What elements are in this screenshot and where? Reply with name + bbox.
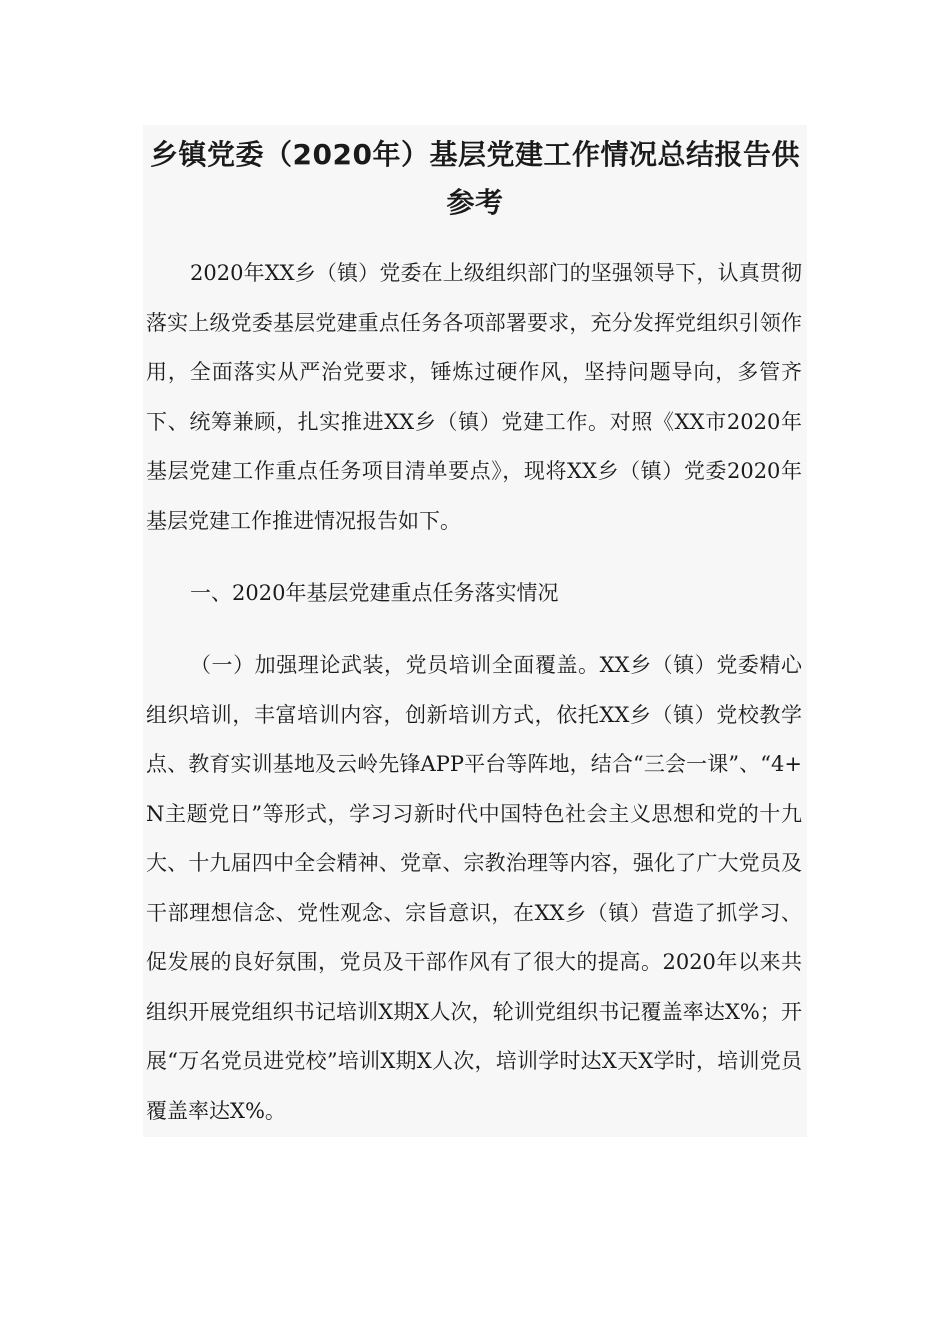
- document-title: 乡镇党委（2020年）基层党建工作情况总结报告供参考: [150, 138, 800, 219]
- section-heading: 一、2020年基层党建重点任务落实情况: [190, 581, 559, 605]
- body-paragraph: （一）加强理论武装，党员培训全面覆盖。XX乡（镇）党委精心组织培训，丰富培训内容，创新培训方式，依托XX乡（镇）党校教学点、教育实训基地及云岭先锋APP平台等阵地，结合“三会一课”、“4+N主题党日”等形式，学习习新时代中国特色社会主义思想和党的十九大、十九届四中全会精神、党章、宗教治理等内容，强化了广大党员及干部理想信念、党性观念、宗旨意识，在XX乡（镇）营造了抓学习、促发展的良好氛围，党员及干部作风有了很大的提高。2020年以来共组织开展党组织书记培训X期X人次，轮训党组织书记覆盖率达X%；开展“万名党员进党校”培训X期X人次，培训学时达X天X学时，培训党员覆盖率达X%。: [146, 653, 802, 1123]
- intro-paragraph: 2020年XX乡（镇）党委在上级组织部门的坚强领导下，认真贯彻落实上级党委基层党建重点任务各项部署要求，充分发挥党组织引领作用，全面落实从严治党要求，锤炼过硬作风，坚持问题导向，多管齐下、统筹兼顾，扎实推进XX乡（镇）党建工作。对照《XX市2020年基层党建工作重点任务项目清单要点》，现将XX乡（镇）党委2020年基层党建工作推进情况报告如下。: [146, 261, 802, 533]
- document-page: [143, 125, 807, 1137]
